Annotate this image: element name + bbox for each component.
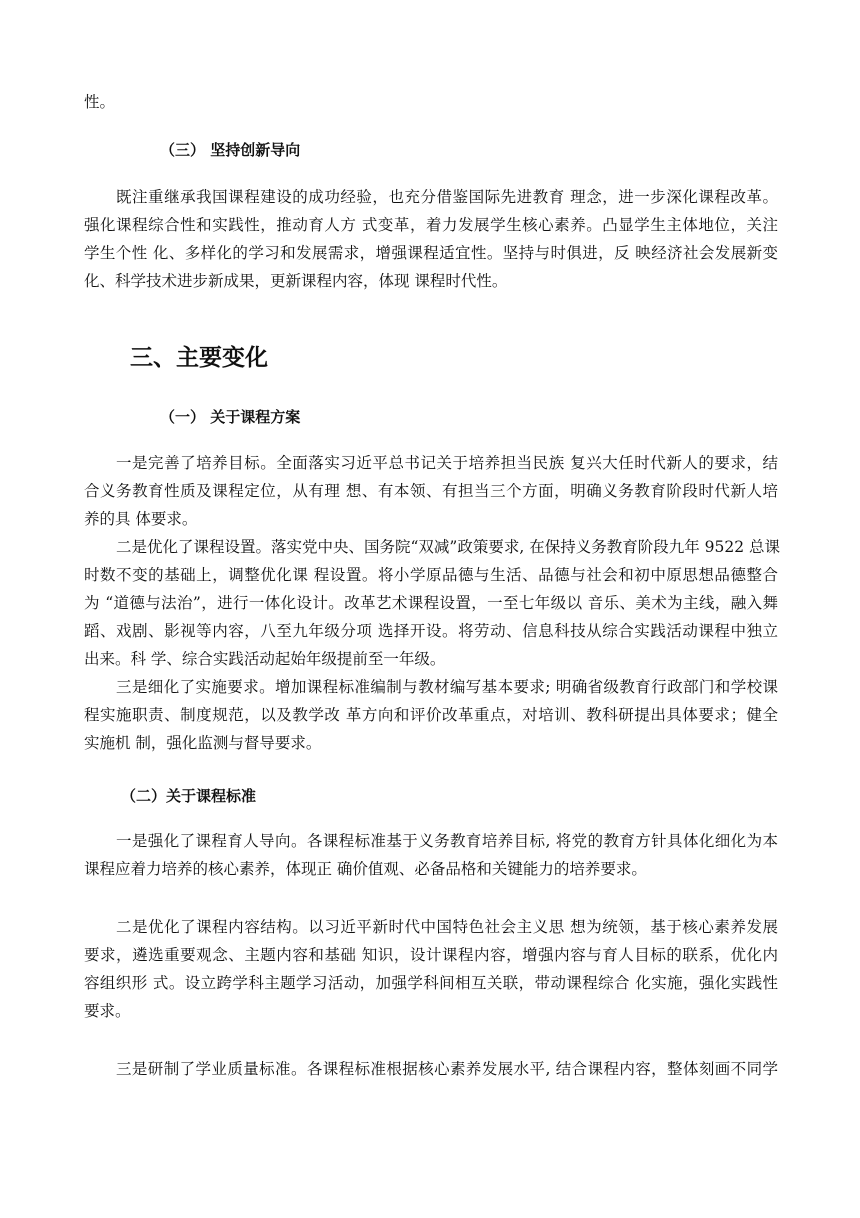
plan-p2-line-2: 时数不变的基础上，调整优化课 程设置。将小学原品德与生活、品德与社会和初中原思想品德整合 [84, 566, 778, 584]
plan-p2-line-4: 蹈、戏剧、影视等内容，八至九年级分项 选择开设。将劳动、信息科技从综合实践活动课程中独立 [84, 622, 778, 640]
standard-p2-line-3: 容组织形 式。设立跨学科主题学习活动，加强学科间相互关联，带动课程综合 化实施，强化实践性 [84, 974, 778, 992]
section-standard-heading: （二）关于课程标准 [121, 787, 257, 805]
section-innovation-heading: （三） 坚持创新导向 [160, 141, 301, 159]
plan-p2-line-3: 为 “道德与法治”，进行一体化设计。改革艺术课程设置，一至七年级以 音乐、美术为主线，融入舞 [84, 594, 778, 612]
plan-p1-line-1: 一是完善了培养目标。全面落实习近平总书记关于培养担当民族 复兴大任时代新人的要求，结 [116, 454, 778, 472]
plan-p2-line-5: 出来。科 学、综合实践活动起始年级提前至一年级。 [84, 650, 446, 668]
standard-p1-line-1: 一是强化了课程育人导向。各课程标准基于义务教育培养目标, 将党的教育方针具体化细化为本 [116, 832, 778, 850]
standard-p2-line-1: 二是优化了课程内容结构。以习近平新时代中国特色社会主义思 想为统领，基于核心素养发展 [116, 918, 778, 936]
innovation-line-1: 既注重继承我国课程建设的成功经验，也充分借鉴国际先进教育 理念，进一步深化课程改革。 [116, 188, 778, 206]
innovation-line-2: 强化课程综合性和实践性，推动育人方 式变革，着力发展学生核心素养。凸显学生主体地位，关注 [84, 216, 778, 234]
plan-p3-line-2: 程实施职责、制度规范，以及教学改 革方向和评价改革重点，对培训、教科研提出具体要求；健全 [84, 706, 778, 724]
plan-p2-line-1: 二是优化了课程设置。落实党中央、国务院“双减”政策要求, 在保持义务教育阶段九年 9522 总课 [116, 538, 781, 556]
main-heading: 三、主要变化 [130, 345, 268, 371]
standard-p1-line-2: 课程应着力培养的核心素养，体现正 确价值观、必备品格和关键能力的培养要求。 [84, 860, 647, 878]
plan-p1-line-3: 养的具 体要求。 [84, 510, 198, 528]
top-fragment: 性。 [84, 93, 116, 111]
section-plan-heading: （一） 关于课程方案 [160, 408, 301, 426]
plan-p3-line-1: 三是细化了实施要求。增加课程标准编制与教材编写基本要求; 明确省级教育行政部门和学校课 [116, 678, 778, 696]
standard-p2-line-4: 要求。 [84, 1002, 131, 1020]
standard-p2-line-2: 要求，遴选重要观念、主题内容和基础 知识，设计课程内容，增强内容与育人目标的联系，优化内 [84, 946, 778, 964]
plan-p1-line-2: 合义务教育性质及课程定位，从有理 想、有本领、有担当三个方面，明确义务教育阶段时代新人培 [84, 482, 778, 500]
innovation-line-4: 化、科学技术进步新成果，更新课程内容，体现 课程时代性。 [84, 272, 508, 290]
plan-p3-line-3: 实施机 制，强化监测与督导要求。 [84, 734, 322, 752]
standard-p3-line-1: 三是研制了学业质量标准。各课程标准根据核心素养发展水平, 结合课程内容，整体刻画不同学 [116, 1060, 778, 1078]
innovation-line-3: 学生个性 化、多样化的学习和发展需求，增强课程适宜性。坚持与时俱进，反 映经济社会发展新变 [84, 244, 778, 262]
